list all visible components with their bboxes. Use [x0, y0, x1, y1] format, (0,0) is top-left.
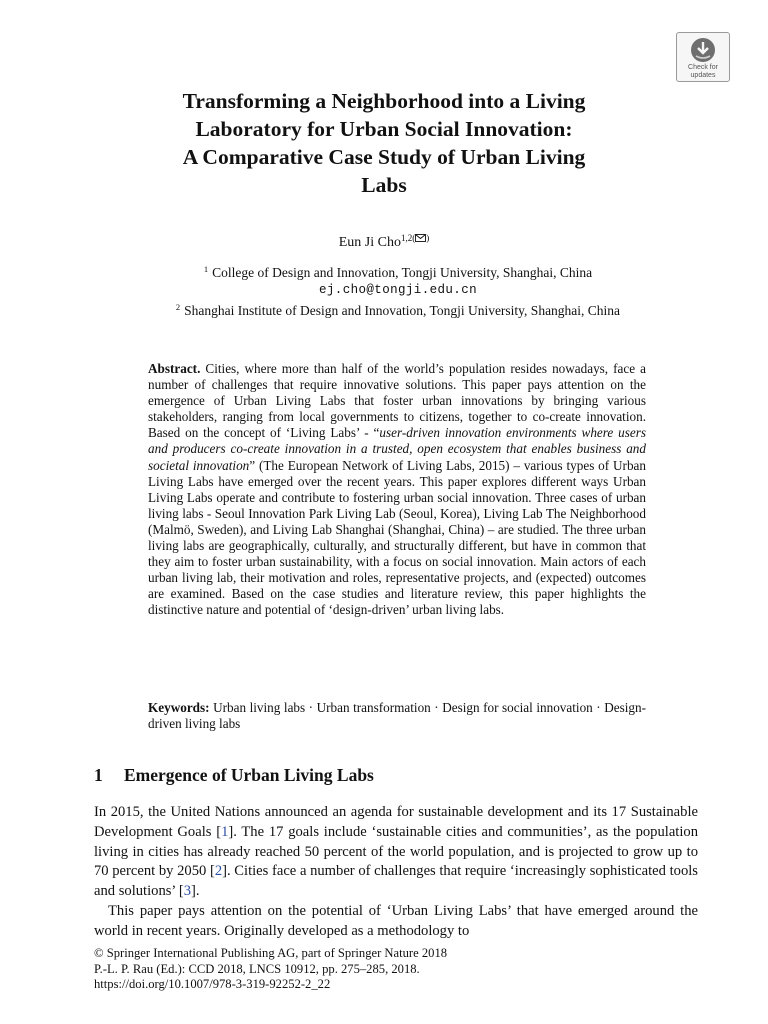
- author-line: [0, 229, 768, 252]
- paper-title: [120, 87, 648, 199]
- citation-link[interactable]: 2: [214, 863, 223, 880]
- paragraph: In 2015, the United Nations announced an agenda for sustainable development and its 17 Sustainable Development Goals [1]. The 17 goals include ‘sustainable cities and communities’, as the population living in cities has already reached 50 percent of the world population, and is projected to grow up to 70 percent by 2050 [2]. Cities face a number of challenges that require ‘increasingly sophisticated tools and solutions’ [3].: [94, 804, 698, 900]
- footer: [94, 946, 447, 993]
- body-text: [94, 803, 698, 942]
- title-line: Laboratory for Urban Social Innovation:: [195, 117, 573, 141]
- title-line: Transforming a Neighborhood into a Living: [182, 89, 586, 113]
- check-for-updates-icon: [690, 37, 716, 63]
- section-title: Emergence of Urban Living Labs: [124, 765, 374, 785]
- check-for-updates-badge[interactable]: [676, 32, 730, 82]
- keywords-text: Urban living labs · Urban transformation · Design for social innovation · Design-driven living labs: [148, 700, 646, 732]
- abstract-label: Abstract.: [148, 361, 201, 376]
- envelope-icon[interactable]: [415, 234, 426, 242]
- author-email[interactable]: ej.cho@tongji.edu.cn: [318, 282, 478, 297]
- paragraph: This paper pays attention on the potential of ‘Urban Living Labs’ that have emerged around the world in recent years. Originally developed as a methodology to: [94, 902, 698, 939]
- title-line: Labs: [361, 173, 407, 197]
- section-heading: [94, 764, 374, 786]
- citation-line: P.-L. P. Rau (Ed.): CCD 2018, LNCS 10912, pp. 275–285, 2018.: [94, 961, 420, 976]
- affiliation-1: $^1$ College of Design and Innovation, Tongji University, Shanghai, China: [203, 264, 593, 280]
- abstract-text-continued: ” (The European Network of Living Labs, 2015) – various types of Urban Living Labs have emerged over the recent years. This paper explores different ways Urban Living Labs operate and contribute to fostering urban social innovation. Three cases of urban living labs - Seoul Innovation Park Living Lab (Seoul, Korea), Living Lab The Neighborhood (Malmö, Sweden), and Living Lab Shanghai (Shanghai, China) – are studied. The three urban living labs are geographically, culturally, and structurally different, but have in common that they aim to foster urban sustainability, with a focus on social innovation. Main actors of each urban living lab, their motivation and roles, representative projects, and (expected) outcomes are examined. Based on the case studies and literature review, this paper highlights the distinctive nature and potential of ‘design-driven’ urban living labs.: [148, 457, 646, 618]
- doi-link[interactable]: https://doi.org/10.1007/978-3-319-92252-2_22: [94, 977, 331, 991]
- citation-link[interactable]: 3: [183, 883, 192, 900]
- keywords-label: Keywords:: [148, 700, 210, 715]
- citation-link[interactable]: 1: [221, 823, 229, 840]
- section-number: 1: [94, 765, 103, 785]
- affiliations: [150, 261, 646, 320]
- badge-label: Check for updates: [688, 64, 718, 79]
- abstract-quote: user-driven innovation environments where users and producers co-create innovation in a trusted, open ecosystem that enables business and societal innovation: [148, 425, 646, 473]
- affiliation-2: $^2$ Shanghai Institute of Design and Innovation, Tongji University, Shanghai, China: [175, 302, 621, 318]
- author-name: Eun Ji Cho: [338, 235, 401, 250]
- keywords: [148, 700, 646, 732]
- title-line: A Comparative Case Study of Urban Living: [182, 145, 586, 169]
- copyright-line: © Springer International Publishing AG, part of Springer Nature 2018: [94, 946, 448, 960]
- author-affiliation-marks: 1,2( ): [400, 233, 430, 243]
- abstract-text: Cities, where more than half of the world’s population resides nowadays, face a number of challenges that require innovative solutions. This paper pays attention on the emergence of Urban Living Labs that foster urban innovations by bringing various stakeholders, ranging from local governments to citizens, together to co-create innovation. Based on the concept of ‘Living Labs’ - “: [148, 361, 646, 441]
- abstract: [148, 361, 646, 619]
